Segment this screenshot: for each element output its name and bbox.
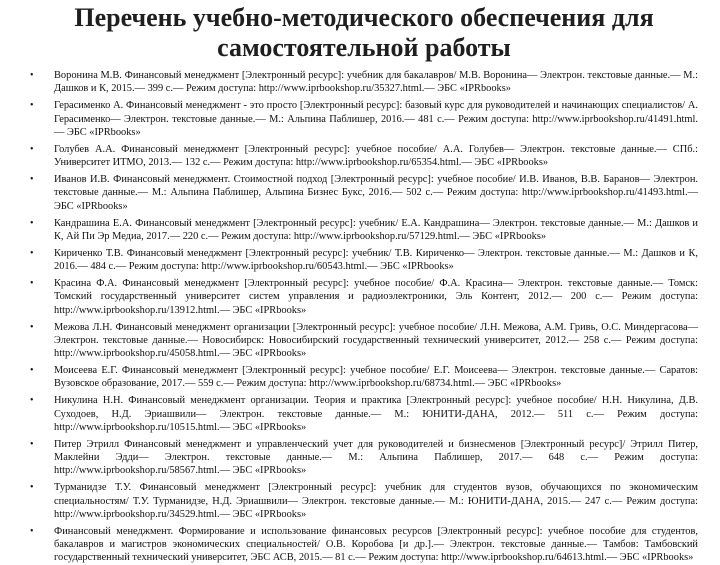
reference-text: Моисеева Е.Г. Финансовый менеджмент [Электронный ресурс]: учебное пособие/ Е.Г. Моисеева— Электрон. текстовые данные.— Саратов: Вузовское образование, 2017.— 559 c.— Режим доступа: http://www.iprbookshop.ru/68734.html.— ЭБС «IPRbooks» (54, 365, 698, 390)
reference-item (30, 99, 698, 139)
reference-item (30, 143, 698, 169)
reference-item (30, 525, 698, 565)
bullet-icon: • (30, 365, 34, 377)
reference-item (30, 69, 698, 95)
reference-text: Иванов И.В. Финансовый менеджмент. Стоимостной подход [Электронный ресурс]: учебное пособие/ И.В. Иванов, В.В. Баранов— Электрон. текстовые данные.— М.: Альпина Паблишер, Альпина Бизнес Букс, 2016.— 502 c.— Режим доступа: http://www.iprbookshop.ru/41493.html.— ЭБС «IPRbooks» (54, 174, 698, 212)
reference-text: Турманидзе Т.У. Финансовый менеджмент [Электронный ресурс]: учебник для студентов вузов, обучающихся по экономическим специальностям/ Т.У. Турманидзе, Н.Д. Эриашвили— Электрон. текстовые данные.— М.: ЮНИТИ-ДАНА, 2015.— 247 c.— Режим доступа: http://www.iprbookshop.ru/34529.html.— ЭБС «IPRbooks» (54, 482, 698, 520)
reference-text: Голубев А.А. Финансовый менеджмент [Электронный ресурс]: учебное пособие/ А.А. Голубев— Электрон. текстовые данные.— СПб.: Университет ИТМО, 2013.— 132 c.— Режим доступа: http://www.iprbookshop.ru/65354.html.— ЭБС «IPRbooks» (54, 143, 698, 168)
bullet-icon: • (30, 321, 34, 333)
reference-text: Питер Этрилл Финансовый менеджмент и управленческий учет для руководителей и бизнесменов [Электронный ресурс]/ Этрилл Питер, Маклейни Эдди— Электрон. текстовые данные.— М.: Альпина Паблишер, 2017.— 648 c.— Режим доступа: http://www.iprbookshop.ru/58567.html.— ЭБС «IPRbooks» (54, 438, 698, 477)
reference-item (30, 173, 698, 213)
reference-item (30, 364, 698, 390)
reference-item (30, 481, 698, 521)
reference-item (30, 277, 698, 317)
reference-text: Воронина М.В. Финансовый менеджмент [Электронный ресурс]: учебник для бакалавров/ М.В. Воронина— Электрон. текстовые данные.— М.: Дашков и К, 2015.— 399 c.— Режим доступа: http://www.iprbookshop.ru/35327.html.— ЭБС «IPRbooks» (54, 70, 698, 95)
reference-text: Финансовый менеджмент. Формирование и использование финансовых ресурсов [Электронный ресурс]: учебное пособие для студентов, бакалавров и магистров экономических специальностей/ О.В. Коробова [и др.].— Электрон. текстовые данные.— Тамбов: Тамбовский государственный технический университет, ЭБС АСВ, 2015.— 81 c.— Режим доступа: http://www.iprbookshop.ru/64613.html.— ЭБС «IPRbooks» (54, 525, 698, 564)
reference-text: Межова Л.Н. Финансовый менеджмент организации [Электронный ресурс]: учебное пособие/ Л.Н. Межова, А.М. Гривь, О.С. Миндергасова— Электрон. текстовые данные.— Новосибирск: Новосибирский государственный технический университет, 2012.— 258 c.— Режим доступа: http://www.iprbookshop.ru/45058.html.— ЭБС «IPRbooks» (54, 321, 698, 360)
reference-item (30, 394, 698, 434)
bullet-icon: • (30, 395, 34, 407)
bullet-icon: • (30, 482, 34, 494)
reference-text: Кириченко Т.В. Финансовый менеджмент [Электронный ресурс]: учебник/ Т.В. Кириченко— Электрон. текстовые данные.— М.: Дашков и К, 2016.— 484 c.— Режим доступа: http://www.iprbookshop.ru/60543.html.— ЭБС «IPRbooks» (54, 247, 698, 273)
reference-item (30, 438, 698, 478)
bullet-icon: • (30, 143, 34, 155)
reference-item (30, 321, 698, 361)
bullet-icon: • (30, 247, 34, 259)
bullet-icon: • (30, 438, 34, 450)
reference-text: Красина Ф.А. Финансовый менеджмент [Электронный ресурс]: учебное пособие/ Ф.А. Красина— Электрон. текстовые данные.— Томск: Томский государственный университет систем управления и радиоэлектроники, Эль Контент, 2012.— 200 c.— Режим доступа: http://www.iprbookshop.ru/13912.html.— ЭБС «IPRbooks» (54, 278, 698, 316)
reference-list (30, 69, 698, 565)
slide-title: Перечень учебно-методического обеспечения для самостоятельной работы (74, 3, 654, 62)
bullet-icon: • (30, 70, 34, 81)
bullet-icon: • (30, 100, 34, 112)
bullet-icon: • (30, 217, 34, 229)
reference-text: Герасименко А. Финансовый менеджмент - это просто [Электронный ресурс]: базовый курс для руководителей и начинающих специалистов/ А. Герасименко— Электрон. текстовые данные.— М.: Альпина Паблишер, 2016.— 481 c.— Режим доступа: http://www.iprbookshop.ru/41491.html.— ЭБС «IPRbooks» (54, 100, 698, 138)
reference-item (30, 247, 698, 273)
bullet-icon: • (30, 174, 34, 186)
bullet-icon: • (30, 525, 34, 537)
bullet-icon: • (30, 278, 34, 290)
reference-item (30, 217, 698, 243)
reference-text: Никулина Н.Н. Финансовый менеджмент организации. Теория и практика [Электронный ресурс]: учебное пособие/ Н.Н. Никулина, Д.В. Суходоев, Н.Д. Эриашвили— Электрон. текстовые данные.— М.: ЮНИТИ-ДАНА, 2012.— 511 c.— Режим доступа: http://www.iprbookshop.ru/10515.html.— ЭБС «IPRbooks» (54, 395, 698, 433)
reference-text: Кандрашина Е.А. Финансовый менеджмент [Электронный ресурс]: учебник/ Е.А. Кандрашина— Электрон. текстовые данные.— М.: Дашков и К, Ай Пи Эр Медиа, 2017.— 220 c.— Режим доступа: http://www.iprbookshop.ru/57129.html.— ЭБС «IPRbooks» (54, 217, 698, 242)
